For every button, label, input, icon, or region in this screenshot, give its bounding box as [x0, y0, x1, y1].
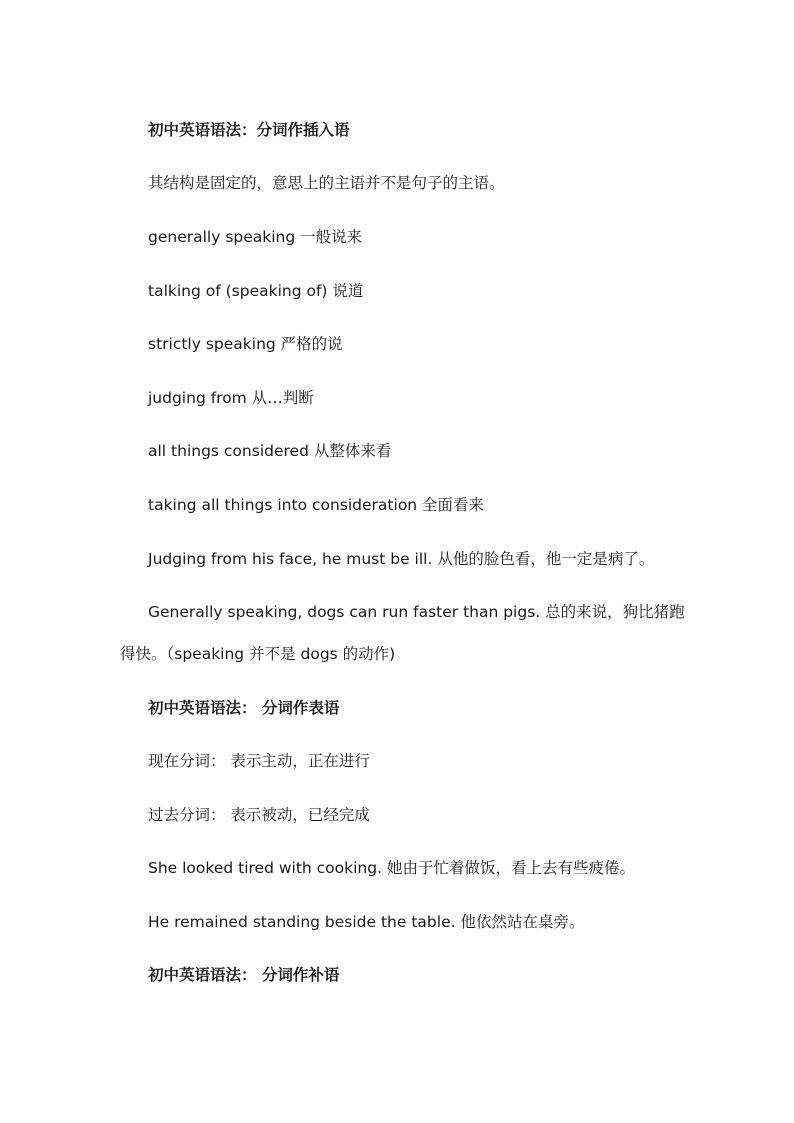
paragraph-line-continued: 得快。（speaking 并不是 dogs 的动作): [120, 645, 396, 663]
paragraph-line: Judging from his face, he must be ill. 从他的脸色看，他一定是病了。: [148, 550, 655, 568]
paragraph-line: all things considered 从整体来看: [148, 442, 392, 460]
paragraph-line: Generally speaking, dogs can run faster than pigs. 总的来说，狗比猪跑: [148, 603, 685, 621]
paragraph-line: generally speaking 一般说来: [148, 228, 363, 246]
paragraph-line: taking all things into consideration 全面看来: [148, 496, 485, 514]
paragraph-line: 现在分词： 表示主动，正在进行: [148, 752, 370, 770]
paragraph-line: 其结构是固定的，意思上的主语并不是句子的主语。: [148, 174, 505, 192]
section-heading-participle-complement: 初中英语语法： 分词作补语: [148, 966, 340, 984]
paragraph-line: He remained standing beside the table. 他依然站在桌旁。: [148, 913, 585, 931]
paragraph-line: strictly speaking 严格的说: [148, 335, 343, 353]
paragraph-line: 过去分词： 表示被动，已经完成: [148, 806, 370, 824]
paragraph-line: talking of (speaking of) 说道: [148, 282, 364, 300]
paragraph-line: judging from 从…判断: [148, 389, 314, 407]
paragraph-line: She looked tired with cooking. 她由于忙着做饭，看上去有些疲倦。: [148, 859, 635, 877]
section-heading-participle-parenthesis: 初中英语语法：分词作插入语: [148, 121, 350, 139]
section-heading-participle-predicative: 初中英语语法： 分词作表语: [148, 699, 340, 717]
